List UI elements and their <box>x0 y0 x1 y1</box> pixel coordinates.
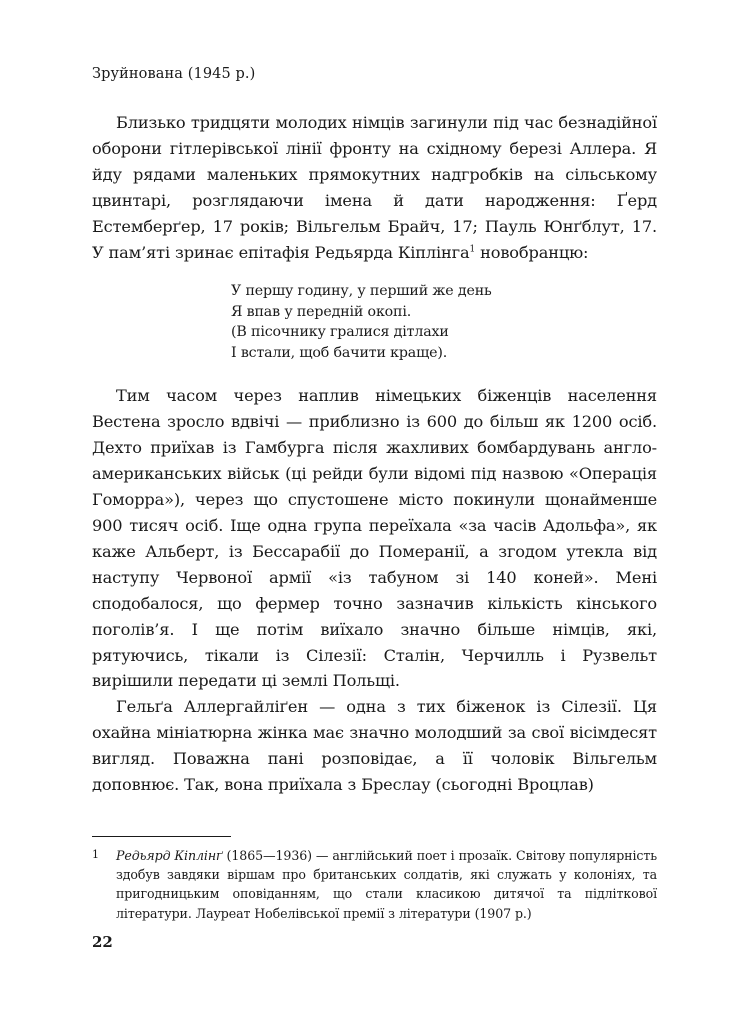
book-page <box>92 0 657 1024</box>
paragraph-2: Тим часом через наплив німецьких біженців населення Вестена зросло вдвічі — приблизно із 600 до більш як 1200 осіб. Дехто приїхав із Гамбурга після жахливих бомбардувань англо-американських військ (ці рейди були відомі під назвою «Операція Гоморра»), через що спустошене місто покинули щонайменше 900 тисяч осіб. Іще одна група переїхала «за часів Адольфа», як каже Альберт, із Бессарабії до Померанії, а згодом утекла від наступу Червоної армії «із табуном зі 140 коней». Мені сподобалося, що фермер точно зазначив кількість кінського поголів’я. І ще потім виїхало значно більше німців, які, рятуючись, тікали із Сілезії: Сталін, Черчилль і Рузвельт вирішили передати ці землі Польщі. <box>92 386 657 691</box>
main-text <box>92 110 657 798</box>
poem-line: І встали, щоб бачити краще). <box>231 344 448 361</box>
running-header: Зруйнована (1945 р.) <box>92 66 256 82</box>
footnote-name: Редьярд Кіплінґ <box>116 848 223 863</box>
footnote-body: (1865—1936) — англійський поет і прозаїк. Світову популярність здобув завдяки віршам про британських солдатів, які служать у колоніях, та пригодницьким оповіданням, що стали класикою дитячої та підліткової літератури. Лауреат Нобелівської премії з літератури (1907 р.) <box>116 848 657 921</box>
footnote-text <box>116 846 657 923</box>
footnote <box>92 846 657 923</box>
footnote-marker: 1 <box>469 244 476 255</box>
paragraph-3: Гельґа Аллергайліґен — одна з тих біженок із Сілезії. Ця охайна мініатюрна жінка має значно молодший за свої вісімдесят вигляд. Поважна пані розповідає, а її чоловік Вільгельм доповнює. Так, вона приїхала з Бреслау (сьогодні Вроцлав) <box>92 697 657 795</box>
poem-line: (В пісочнику гралися дітлахи <box>231 324 449 341</box>
poem-line: Я впав у передній окопі. <box>231 303 412 320</box>
page-number: 22 <box>92 933 113 951</box>
poem-line: У першу годину, у перший же день <box>231 283 492 300</box>
paragraph-1 <box>92 110 657 265</box>
epitaph-poem <box>231 281 657 363</box>
footnote-number: 1 <box>92 848 99 861</box>
paragraph-1-text: Близько тридцяти молодих німців загинули під час безнадійної оборони гітлерівської лінії фронту на східному березі Аллера. Я йду рядами маленьких прямокутних надгробків на сільському цвинтарі, розглядаючи імена й дати народження: Ґерд Естемберґер, 17 років; Вільгельм Брайч, 17; Пауль Юнґблут, 17. У пам’яті зринає епітафія Редьярда Кіплінга <box>92 113 657 262</box>
paragraph-1-end: новобранцю: <box>475 242 589 262</box>
footnote-divider <box>92 836 231 837</box>
